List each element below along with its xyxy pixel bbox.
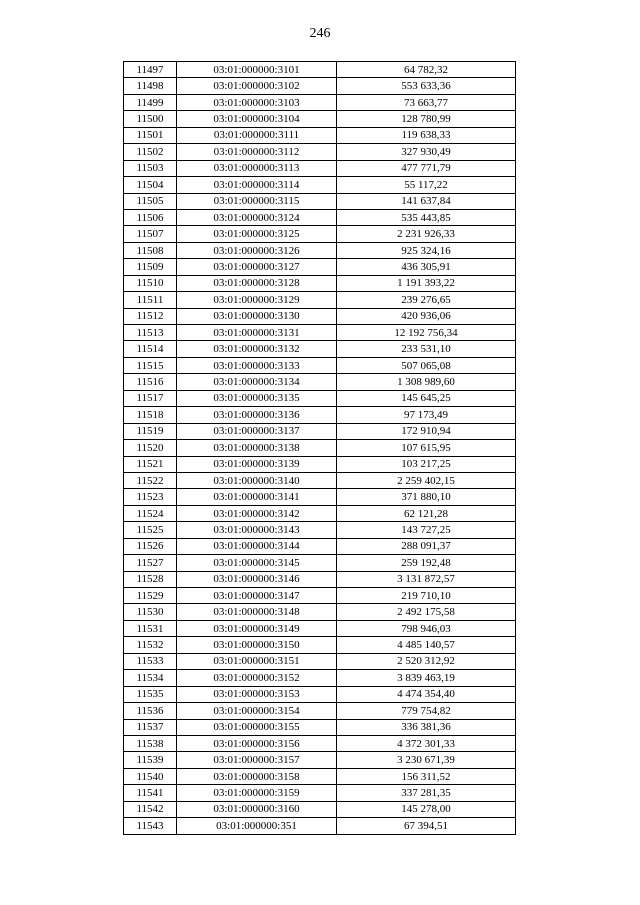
cadastral-number-cell: 03:01:000000:3157: [177, 752, 337, 768]
value-cell: 337 281,35: [337, 785, 516, 801]
value-cell: 156 311,52: [337, 768, 516, 784]
row-number-cell: 11522: [124, 472, 177, 488]
cadastral-number-cell: 03:01:000000:3102: [177, 78, 337, 94]
value-cell: 128 780,99: [337, 111, 516, 127]
cadastral-number-cell: 03:01:000000:3148: [177, 604, 337, 620]
row-number-cell: 11542: [124, 801, 177, 817]
cadastral-number-cell: 03:01:000000:3124: [177, 209, 337, 225]
value-cell: 73 663,77: [337, 94, 516, 110]
row-number-cell: 11507: [124, 226, 177, 242]
row-number-cell: 11506: [124, 209, 177, 225]
cadastral-number-cell: 03:01:000000:3160: [177, 801, 337, 817]
table-row: [124, 505, 516, 521]
value-cell: 145 645,25: [337, 390, 516, 406]
row-number-cell: 11505: [124, 193, 177, 209]
row-number-cell: 11533: [124, 653, 177, 669]
value-cell: 233 531,10: [337, 341, 516, 357]
row-number-cell: 11532: [124, 637, 177, 653]
table-row: [124, 604, 516, 620]
cadastral-number-cell: 03:01:000000:3114: [177, 177, 337, 193]
cadastral-number-cell: 03:01:000000:3155: [177, 719, 337, 735]
cadastral-number-cell: 03:01:000000:3151: [177, 653, 337, 669]
cadastral-number-cell: 03:01:000000:3141: [177, 489, 337, 505]
cadastral-number-cell: 03:01:000000:3129: [177, 292, 337, 308]
cadastral-number-cell: 03:01:000000:3144: [177, 538, 337, 554]
cadastral-number-cell: 03:01:000000:3131: [177, 325, 337, 341]
row-number-cell: 11515: [124, 357, 177, 373]
value-cell: 97 173,49: [337, 407, 516, 423]
value-cell: 327 930,49: [337, 144, 516, 160]
row-number-cell: 11501: [124, 127, 177, 143]
table-row: [124, 818, 516, 834]
table-row: [124, 752, 516, 768]
page-number: 246: [309, 26, 331, 41]
cadastral-number-cell: 03:01:000000:3112: [177, 144, 337, 160]
table-row: [124, 193, 516, 209]
row-number-cell: 11520: [124, 440, 177, 456]
cadastral-number-cell: 03:01:000000:3104: [177, 111, 337, 127]
cadastral-number-cell: 03:01:000000:3132: [177, 341, 337, 357]
table-row: [124, 78, 516, 94]
table-row: [124, 670, 516, 686]
row-number-cell: 11529: [124, 588, 177, 604]
value-cell: 925 324,16: [337, 242, 516, 258]
value-cell: 119 638,33: [337, 127, 516, 143]
value-cell: 371 880,10: [337, 489, 516, 505]
value-cell: 4 474 354,40: [337, 686, 516, 702]
table-row: [124, 653, 516, 669]
cadastral-number-cell: 03:01:000000:3134: [177, 374, 337, 390]
cadastral-number-cell: 03:01:000000:3113: [177, 160, 337, 176]
cadastral-number-cell: 03:01:000000:3149: [177, 620, 337, 636]
row-number-cell: 11514: [124, 341, 177, 357]
cadastral-number-cell: 03:01:000000:3145: [177, 555, 337, 571]
cadastral-number-cell: 03:01:000000:3147: [177, 588, 337, 604]
row-number-cell: 11510: [124, 275, 177, 291]
table-row: [124, 308, 516, 324]
value-cell: 3 131 872,57: [337, 571, 516, 587]
table-row: [124, 341, 516, 357]
value-cell: 1 191 393,22: [337, 275, 516, 291]
row-number-cell: 11523: [124, 489, 177, 505]
row-number-cell: 11525: [124, 522, 177, 538]
row-number-cell: 11497: [124, 62, 177, 78]
row-number-cell: 11502: [124, 144, 177, 160]
table-row: [124, 423, 516, 439]
table-row: [124, 489, 516, 505]
table-row: [124, 160, 516, 176]
table-row: [124, 62, 516, 78]
row-number-cell: 11534: [124, 670, 177, 686]
table-row: [124, 538, 516, 554]
row-number-cell: 11528: [124, 571, 177, 587]
cadastral-number-cell: 03:01:000000:3142: [177, 505, 337, 521]
cadastral-number-cell: 03:01:000000:3103: [177, 94, 337, 110]
value-cell: 172 910,94: [337, 423, 516, 439]
row-number-cell: 11498: [124, 78, 177, 94]
row-number-cell: 11518: [124, 407, 177, 423]
row-number-cell: 11503: [124, 160, 177, 176]
cadastral-number-cell: 03:01:000000:3128: [177, 275, 337, 291]
value-cell: 336 381,36: [337, 719, 516, 735]
value-cell: 2 231 926,33: [337, 226, 516, 242]
row-number-cell: 11538: [124, 735, 177, 751]
table-row: [124, 785, 516, 801]
row-number-cell: 11543: [124, 818, 177, 834]
value-cell: 798 946,03: [337, 620, 516, 636]
cadastral-number-cell: 03:01:000000:3135: [177, 390, 337, 406]
table-row: [124, 703, 516, 719]
row-number-cell: 11535: [124, 686, 177, 702]
table-row: [124, 735, 516, 751]
cadastral-number-cell: 03:01:000000:3111: [177, 127, 337, 143]
table-row: [124, 242, 516, 258]
row-number-cell: 11517: [124, 390, 177, 406]
value-cell: 507 065,08: [337, 357, 516, 373]
cadastral-number-cell: 03:01:000000:3115: [177, 193, 337, 209]
cadastral-number-cell: 03:01:000000:3139: [177, 456, 337, 472]
table-row: [124, 407, 516, 423]
value-cell: 4 372 301,33: [337, 735, 516, 751]
value-cell: 12 192 756,34: [337, 325, 516, 341]
value-cell: 219 710,10: [337, 588, 516, 604]
row-number-cell: 11516: [124, 374, 177, 390]
value-cell: 107 615,95: [337, 440, 516, 456]
table-row: [124, 259, 516, 275]
cadastral-number-cell: 03:01:000000:3130: [177, 308, 337, 324]
table-row: [124, 801, 516, 817]
table-row: [124, 275, 516, 291]
value-cell: 2 492 175,58: [337, 604, 516, 620]
value-cell: 535 443,85: [337, 209, 516, 225]
table-row: [124, 588, 516, 604]
value-cell: 477 771,79: [337, 160, 516, 176]
table-row: [124, 768, 516, 784]
value-cell: 141 637,84: [337, 193, 516, 209]
cadastral-number-cell: 03:01:000000:3143: [177, 522, 337, 538]
row-number-cell: 11524: [124, 505, 177, 521]
table-row: [124, 620, 516, 636]
value-cell: 67 394,51: [337, 818, 516, 834]
cadastral-number-cell: 03:01:000000:3154: [177, 703, 337, 719]
value-cell: 420 936,06: [337, 308, 516, 324]
value-cell: 2 259 402,15: [337, 472, 516, 488]
row-number-cell: 11519: [124, 423, 177, 439]
value-cell: 55 117,22: [337, 177, 516, 193]
cadastral-number-cell: 03:01:000000:3136: [177, 407, 337, 423]
table-row: [124, 177, 516, 193]
row-number-cell: 11526: [124, 538, 177, 554]
table-row: [124, 325, 516, 341]
table-row: [124, 94, 516, 110]
value-cell: 288 091,37: [337, 538, 516, 554]
row-number-cell: 11500: [124, 111, 177, 127]
table-row: [124, 571, 516, 587]
row-number-cell: 11521: [124, 456, 177, 472]
cadastral-number-cell: 03:01:000000:3137: [177, 423, 337, 439]
cadastral-number-cell: 03:01:000000:3158: [177, 768, 337, 784]
row-number-cell: 11539: [124, 752, 177, 768]
row-number-cell: 11513: [124, 325, 177, 341]
cadastral-number-cell: 03:01:000000:3152: [177, 670, 337, 686]
value-cell: 145 278,00: [337, 801, 516, 817]
value-cell: 64 782,32: [337, 62, 516, 78]
cadastral-number-cell: 03:01:000000:3140: [177, 472, 337, 488]
table-row: [124, 209, 516, 225]
table-row: [124, 357, 516, 373]
table-row: [124, 522, 516, 538]
row-number-cell: 11541: [124, 785, 177, 801]
row-number-cell: 11537: [124, 719, 177, 735]
cadastral-number-cell: 03:01:000000:3126: [177, 242, 337, 258]
table-row: [124, 555, 516, 571]
table-row: [124, 637, 516, 653]
cadastral-number-cell: 03:01:000000:3146: [177, 571, 337, 587]
value-cell: 103 217,25: [337, 456, 516, 472]
table-row: [124, 144, 516, 160]
value-cell: 1 308 989,60: [337, 374, 516, 390]
value-cell: 2 520 312,92: [337, 653, 516, 669]
value-cell: 3 839 463,19: [337, 670, 516, 686]
table-row: [124, 456, 516, 472]
cadastral-number-cell: 03:01:000000:3138: [177, 440, 337, 456]
table-row: [124, 374, 516, 390]
cadastral-number-cell: 03:01:000000:351: [177, 818, 337, 834]
row-number-cell: 11531: [124, 620, 177, 636]
value-cell: 4 485 140,57: [337, 637, 516, 653]
value-cell: 62 121,28: [337, 505, 516, 521]
table-row: [124, 127, 516, 143]
value-cell: 239 276,65: [337, 292, 516, 308]
cadastral-number-cell: 03:01:000000:3125: [177, 226, 337, 242]
cadastral-number-cell: 03:01:000000:3159: [177, 785, 337, 801]
row-number-cell: 11536: [124, 703, 177, 719]
table-row: [124, 719, 516, 735]
cadastral-number-cell: 03:01:000000:3127: [177, 259, 337, 275]
cadastral-number-cell: 03:01:000000:3101: [177, 62, 337, 78]
value-cell: 143 727,25: [337, 522, 516, 538]
cadastral-number-cell: 03:01:000000:3156: [177, 735, 337, 751]
table-row: [124, 472, 516, 488]
table-row: [124, 292, 516, 308]
row-number-cell: 11530: [124, 604, 177, 620]
row-number-cell: 11509: [124, 259, 177, 275]
row-number-cell: 11508: [124, 242, 177, 258]
row-number-cell: 11540: [124, 768, 177, 784]
cadastral-table: [123, 61, 516, 835]
table-row: [124, 226, 516, 242]
row-number-cell: 11511: [124, 292, 177, 308]
value-cell: 259 192,48: [337, 555, 516, 571]
table-row: [124, 686, 516, 702]
table-row: [124, 440, 516, 456]
row-number-cell: 11527: [124, 555, 177, 571]
cadastral-number-cell: 03:01:000000:3133: [177, 357, 337, 373]
value-cell: 436 305,91: [337, 259, 516, 275]
cadastral-number-cell: 03:01:000000:3150: [177, 637, 337, 653]
row-number-cell: 11512: [124, 308, 177, 324]
table-body: [124, 62, 516, 835]
value-cell: 553 633,36: [337, 78, 516, 94]
cadastral-number-cell: 03:01:000000:3153: [177, 686, 337, 702]
row-number-cell: 11504: [124, 177, 177, 193]
value-cell: 3 230 671,39: [337, 752, 516, 768]
row-number-cell: 11499: [124, 94, 177, 110]
value-cell: 779 754,82: [337, 703, 516, 719]
table-row: [124, 390, 516, 406]
table-row: [124, 111, 516, 127]
